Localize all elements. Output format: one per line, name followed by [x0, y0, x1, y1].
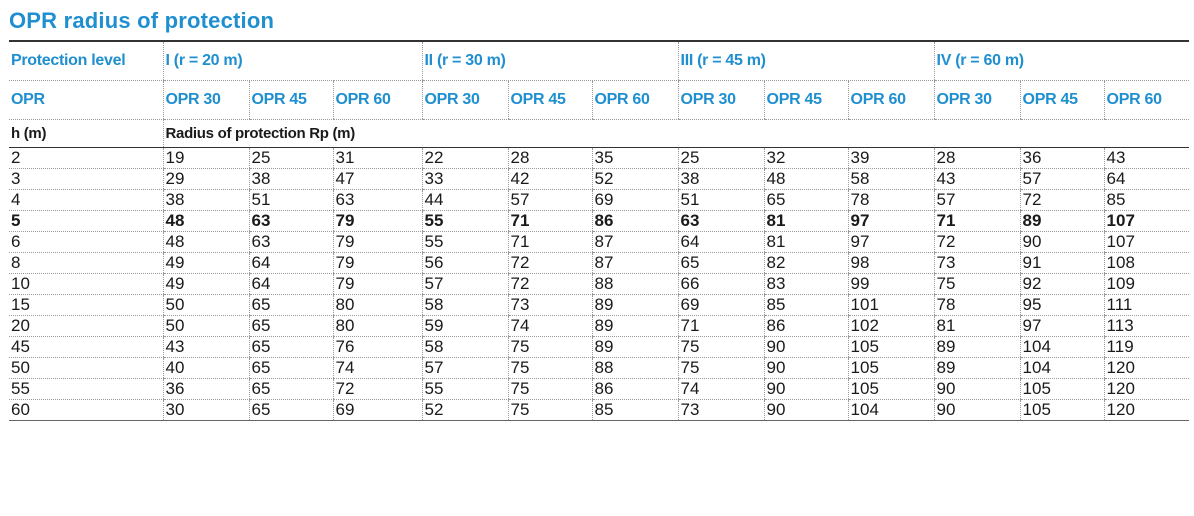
radius-cell: 79 — [333, 253, 422, 274]
height-cell: 45 — [9, 337, 163, 358]
radius-cell: 50 — [163, 295, 249, 316]
height-cell: 2 — [9, 148, 163, 169]
opr-radius-table — [9, 40, 1189, 421]
radius-cell: 95 — [1020, 295, 1104, 316]
radius-cell: 56 — [422, 253, 508, 274]
radius-cell: 65 — [249, 358, 333, 379]
opr-column-header: OPR 45 — [764, 81, 848, 120]
opr-column-header: OPR 60 — [848, 81, 934, 120]
radius-cell: 102 — [848, 316, 934, 337]
radius-cell: 29 — [163, 169, 249, 190]
units-header-row — [9, 120, 1189, 148]
radius-cell: 105 — [848, 358, 934, 379]
table-body — [9, 148, 1189, 421]
radius-cell: 97 — [1020, 316, 1104, 337]
radius-cell: 86 — [764, 316, 848, 337]
table-row — [9, 337, 1189, 358]
radius-cell: 50 — [163, 316, 249, 337]
radius-label: Radius of protection Rp (m) — [163, 120, 1189, 148]
radius-cell: 47 — [333, 169, 422, 190]
radius-cell: 86 — [592, 211, 678, 232]
level-header: IV (r = 60 m) — [934, 41, 1189, 81]
radius-cell: 120 — [1104, 358, 1189, 379]
radius-cell: 72 — [1020, 190, 1104, 211]
radius-cell: 119 — [1104, 337, 1189, 358]
radius-cell: 105 — [1020, 379, 1104, 400]
radius-cell: 109 — [1104, 274, 1189, 295]
radius-cell: 36 — [1020, 148, 1104, 169]
radius-cell: 43 — [934, 169, 1020, 190]
radius-cell: 105 — [1020, 400, 1104, 421]
radius-cell: 57 — [934, 190, 1020, 211]
opr-column-header: OPR 60 — [333, 81, 422, 120]
opr-column-header: OPR 30 — [678, 81, 764, 120]
level-header: III (r = 45 m) — [678, 41, 934, 81]
radius-cell: 73 — [934, 253, 1020, 274]
radius-cell: 74 — [333, 358, 422, 379]
radius-cell: 33 — [422, 169, 508, 190]
radius-cell: 65 — [249, 316, 333, 337]
radius-cell: 97 — [848, 232, 934, 253]
radius-cell: 64 — [249, 274, 333, 295]
radius-cell: 80 — [333, 295, 422, 316]
radius-cell: 63 — [678, 211, 764, 232]
radius-cell: 75 — [508, 358, 592, 379]
height-cell: 4 — [9, 190, 163, 211]
radius-cell: 105 — [848, 337, 934, 358]
radius-cell: 38 — [163, 190, 249, 211]
radius-cell: 73 — [678, 400, 764, 421]
radius-cell: 55 — [422, 211, 508, 232]
radius-cell: 65 — [678, 253, 764, 274]
radius-cell: 105 — [848, 379, 934, 400]
radius-cell: 111 — [1104, 295, 1189, 316]
radius-cell: 82 — [764, 253, 848, 274]
radius-cell: 113 — [1104, 316, 1189, 337]
opr-column-header: OPR 45 — [249, 81, 333, 120]
radius-cell: 65 — [249, 379, 333, 400]
height-cell: 15 — [9, 295, 163, 316]
radius-cell: 40 — [163, 358, 249, 379]
radius-cell: 90 — [764, 379, 848, 400]
radius-cell: 51 — [678, 190, 764, 211]
radius-cell: 38 — [678, 169, 764, 190]
opr-column-header: OPR 60 — [592, 81, 678, 120]
radius-cell: 22 — [422, 148, 508, 169]
radius-cell: 72 — [934, 232, 1020, 253]
page-title: OPR radius of protection — [9, 8, 275, 33]
protection-level-label: Protection level — [9, 41, 163, 81]
radius-cell: 48 — [764, 169, 848, 190]
radius-cell: 63 — [333, 190, 422, 211]
radius-cell: 69 — [678, 295, 764, 316]
radius-cell: 88 — [592, 358, 678, 379]
radius-cell: 78 — [848, 190, 934, 211]
radius-cell: 52 — [422, 400, 508, 421]
table-row — [9, 316, 1189, 337]
radius-cell: 28 — [508, 148, 592, 169]
table-row — [9, 169, 1189, 190]
radius-cell: 99 — [848, 274, 934, 295]
radius-cell: 86 — [592, 379, 678, 400]
opr-column-header: OPR 30 — [163, 81, 249, 120]
radius-cell: 72 — [508, 253, 592, 274]
opr-column-header: OPR 30 — [422, 81, 508, 120]
radius-cell: 90 — [1020, 232, 1104, 253]
radius-cell: 81 — [934, 316, 1020, 337]
table-row — [9, 274, 1189, 295]
radius-cell: 55 — [422, 232, 508, 253]
radius-cell: 91 — [1020, 253, 1104, 274]
radius-cell: 30 — [163, 400, 249, 421]
radius-cell: 25 — [249, 148, 333, 169]
radius-cell: 57 — [508, 190, 592, 211]
radius-cell: 19 — [163, 148, 249, 169]
radius-cell: 69 — [592, 190, 678, 211]
radius-cell: 75 — [934, 274, 1020, 295]
radius-cell: 89 — [934, 358, 1020, 379]
radius-cell: 75 — [508, 337, 592, 358]
radius-cell: 25 — [678, 148, 764, 169]
table-row — [9, 379, 1189, 400]
radius-cell: 65 — [249, 400, 333, 421]
radius-cell: 85 — [764, 295, 848, 316]
radius-cell: 90 — [934, 400, 1020, 421]
radius-cell: 79 — [333, 232, 422, 253]
radius-cell: 83 — [764, 274, 848, 295]
radius-cell: 31 — [333, 148, 422, 169]
radius-cell: 58 — [422, 337, 508, 358]
protection-level-header-row — [9, 41, 1189, 81]
radius-cell: 36 — [163, 379, 249, 400]
opr-column-header: OPR 60 — [1104, 81, 1189, 120]
radius-cell: 74 — [508, 316, 592, 337]
opr-column-header: OPR 45 — [508, 81, 592, 120]
table-row — [9, 211, 1189, 232]
table-row — [9, 148, 1189, 169]
opr-header-row — [9, 81, 1189, 120]
radius-cell: 52 — [592, 169, 678, 190]
radius-cell: 63 — [249, 232, 333, 253]
radius-cell: 48 — [163, 232, 249, 253]
radius-cell: 107 — [1104, 211, 1189, 232]
radius-cell: 90 — [764, 358, 848, 379]
radius-cell: 32 — [764, 148, 848, 169]
radius-cell: 49 — [163, 253, 249, 274]
radius-cell: 35 — [592, 148, 678, 169]
radius-cell: 101 — [848, 295, 934, 316]
radius-cell: 75 — [678, 337, 764, 358]
height-cell: 3 — [9, 169, 163, 190]
radius-cell: 51 — [249, 190, 333, 211]
radius-cell: 55 — [422, 379, 508, 400]
radius-cell: 49 — [163, 274, 249, 295]
radius-cell: 90 — [764, 337, 848, 358]
table-row — [9, 358, 1189, 379]
height-cell: 20 — [9, 316, 163, 337]
radius-cell: 92 — [1020, 274, 1104, 295]
radius-cell: 28 — [934, 148, 1020, 169]
page — [9, 0, 1189, 421]
level-header: II (r = 30 m) — [422, 41, 678, 81]
radius-cell: 89 — [592, 316, 678, 337]
radius-cell: 65 — [764, 190, 848, 211]
height-cell: 50 — [9, 358, 163, 379]
radius-cell: 90 — [764, 400, 848, 421]
radius-cell: 89 — [592, 337, 678, 358]
radius-cell: 85 — [592, 400, 678, 421]
radius-cell: 81 — [764, 232, 848, 253]
radius-cell: 104 — [1020, 337, 1104, 358]
radius-cell: 39 — [848, 148, 934, 169]
radius-cell: 97 — [848, 211, 934, 232]
radius-cell: 43 — [163, 337, 249, 358]
radius-cell: 58 — [848, 169, 934, 190]
radius-cell: 104 — [1020, 358, 1104, 379]
radius-cell: 89 — [934, 337, 1020, 358]
height-cell: 55 — [9, 379, 163, 400]
radius-cell: 76 — [333, 337, 422, 358]
radius-cell: 65 — [249, 295, 333, 316]
radius-cell: 90 — [934, 379, 1020, 400]
radius-cell: 48 — [163, 211, 249, 232]
radius-cell: 38 — [249, 169, 333, 190]
height-cell: 5 — [9, 211, 163, 232]
opr-label: OPR — [9, 81, 163, 120]
radius-cell: 57 — [422, 358, 508, 379]
radius-cell: 71 — [508, 232, 592, 253]
radius-cell: 89 — [1020, 211, 1104, 232]
table-row — [9, 190, 1189, 211]
radius-cell: 65 — [249, 337, 333, 358]
table-row — [9, 232, 1189, 253]
radius-cell: 80 — [333, 316, 422, 337]
radius-cell: 72 — [508, 274, 592, 295]
h-label: h (m) — [9, 120, 163, 148]
radius-cell: 88 — [592, 274, 678, 295]
radius-cell: 87 — [592, 232, 678, 253]
height-cell: 8 — [9, 253, 163, 274]
radius-cell: 42 — [508, 169, 592, 190]
radius-cell: 75 — [678, 358, 764, 379]
radius-cell: 85 — [1104, 190, 1189, 211]
radius-cell: 78 — [934, 295, 1020, 316]
radius-cell: 69 — [333, 400, 422, 421]
table-row — [9, 253, 1189, 274]
radius-cell: 81 — [764, 211, 848, 232]
radius-cell: 104 — [848, 400, 934, 421]
radius-cell: 43 — [1104, 148, 1189, 169]
radius-cell: 71 — [678, 316, 764, 337]
radius-cell: 79 — [333, 274, 422, 295]
opr-column-header: OPR 30 — [934, 81, 1020, 120]
radius-cell: 75 — [508, 400, 592, 421]
radius-cell: 75 — [508, 379, 592, 400]
radius-cell: 64 — [1104, 169, 1189, 190]
radius-cell: 57 — [422, 274, 508, 295]
radius-cell: 66 — [678, 274, 764, 295]
height-cell: 6 — [9, 232, 163, 253]
table-row — [9, 295, 1189, 316]
radius-cell: 87 — [592, 253, 678, 274]
radius-cell: 107 — [1104, 232, 1189, 253]
radius-cell: 63 — [249, 211, 333, 232]
radius-cell: 108 — [1104, 253, 1189, 274]
radius-cell: 71 — [934, 211, 1020, 232]
radius-cell: 89 — [592, 295, 678, 316]
radius-cell: 73 — [508, 295, 592, 316]
radius-cell: 64 — [678, 232, 764, 253]
height-cell: 60 — [9, 400, 163, 421]
radius-cell: 74 — [678, 379, 764, 400]
radius-cell: 98 — [848, 253, 934, 274]
radius-cell: 57 — [1020, 169, 1104, 190]
radius-cell: 71 — [508, 211, 592, 232]
radius-cell: 72 — [333, 379, 422, 400]
radius-cell: 64 — [249, 253, 333, 274]
radius-cell: 59 — [422, 316, 508, 337]
height-cell: 10 — [9, 274, 163, 295]
radius-cell: 120 — [1104, 400, 1189, 421]
opr-column-header: OPR 45 — [1020, 81, 1104, 120]
level-header: I (r = 20 m) — [163, 41, 422, 81]
radius-cell: 44 — [422, 190, 508, 211]
radius-cell: 79 — [333, 211, 422, 232]
radius-cell: 58 — [422, 295, 508, 316]
radius-cell: 120 — [1104, 379, 1189, 400]
table-row — [9, 400, 1189, 421]
